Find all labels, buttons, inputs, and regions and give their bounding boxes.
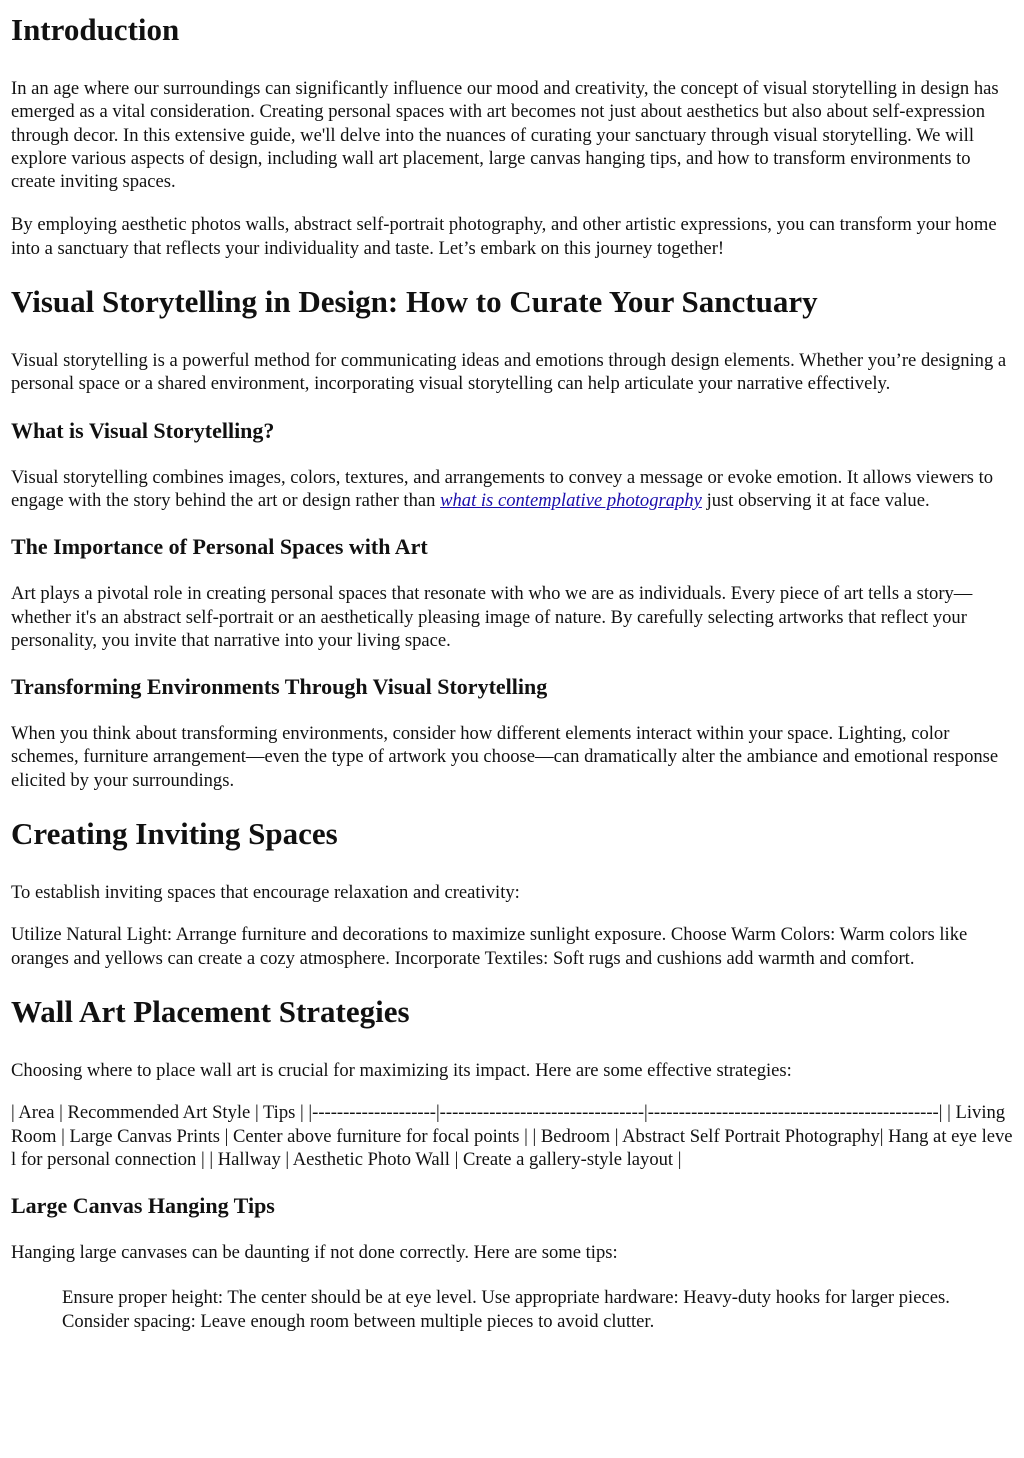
article [0,12,1024,1333]
visual-paragraph-1: Visual storytelling is a powerful method for communicating ideas and emotions through design elements. Whether you’re designing a personal space or a shared environment, incorporating visual storytelling can help articulate your narrative effectively. [11,350,1007,395]
wall-art-paragraph-1: Choosing where to place wall art is crucial for maximizing its impact. Here are some effective strategies: [11,1059,792,1081]
heading-transforming-environments: Transforming Environments Through Visual Storytelling [11,674,548,700]
heading-what-is-visual-storytelling: What is Visual Storytelling? [11,417,275,443]
canvas-tips-quote: Ensure proper height: The center should be at eye level. Use appropriate hardware: Heavy-duty hooks for larger pieces. Consider spacing: Leave enough room between multiple pieces to avoid clutter. [62,1287,950,1332]
heading-wall-art-placement: Wall Art Placement Strategies [11,993,410,1029]
inviting-paragraph-1: To establish inviting spaces that encourage relaxation and creativity: [11,882,520,904]
transforming-paragraph: When you think about transforming environments, consider how different elements interact within your space. Lighting, color schemes, furniture arrangement—even the type of artwork you choose—can dramatically alter the ambiance and emotional response elicited by your surroundings. [11,723,999,791]
canvas-paragraph-1: Hanging large canvases can be daunting if not done correctly. Here are some tips: [11,1242,618,1264]
heading-importance-personal-spaces: The Importance of Personal Spaces with Art [11,534,428,560]
inviting-paragraph-2: Utilize Natural Light: Arrange furniture and decorations to maximize sunlight exposure. Choose Warm Colors: Warm colors like oranges and yellows can create a cozy atmosphere. Incorporate Textiles: Soft rugs and cushions add warmth and comfort. [11,924,968,969]
heading-introduction: Introduction [11,12,180,47]
heading-visual-storytelling: Visual Storytelling in Design: How to Curate Your Sanctuary [11,284,818,320]
contemplative-photography-link[interactable]: what is contemplative photography [440,489,702,511]
importance-paragraph: Art plays a pivotal role in creating personal spaces that resonate with who we are as individuals. Every piece of art tells a story—whether it's an abstract self-portrait or an aesthetically pleasing image of nature. By carefully selecting artworks that reflect your personality, you invite that narrative into your living space. [11,583,973,651]
heading-large-canvas-tips: Large Canvas Hanging Tips [11,1193,275,1219]
wall-art-table-text: | Area | Recommended Art Style | Tips | |--------------------|---------------------------------|-----------------------------------------------| | Living Room | Large Canvas Prints | Center above furniture for focal points | | Bedroom | Abstract Self Portrait Photography| Hang at eye level for personal connection | | Hallway | Aesthetic Photo Wall | Create a gallery-style layout | [11,1102,1013,1170]
heading-creating-inviting-spaces: Creating Inviting Spaces [11,816,338,852]
intro-paragraph-1: In an age where our surroundings can significantly influence our mood and creativity, the concept of visual storytelling in design has emerged as a vital consideration. Creating personal spaces with art becomes not just about aesthetics but also about self-expression through decor. In this extensive guide, we'll delve into the nuances of curating your sanctuary through visual storytelling. We will explore various aspects of design, including wall art placement, large canvas hanging tips, and how to transform environments to create inviting spaces. [11,78,999,193]
what-is-paragraph [11,466,1013,513]
intro-paragraph-2: By employing aesthetic photos walls, abstract self-portrait photography, and other artistic expressions, you can transform your home into a sanctuary that reflects your individuality and taste. Let’s embark on this journey together! [11,214,997,259]
what-is-text-before: Visual storytelling combines images, colors, textures, and arrangements to convey a message or evoke emotion. It allows viewers to engage with the story behind the art or design rather than [11,466,994,511]
what-is-text-after: just observing it at face value. [701,489,930,511]
